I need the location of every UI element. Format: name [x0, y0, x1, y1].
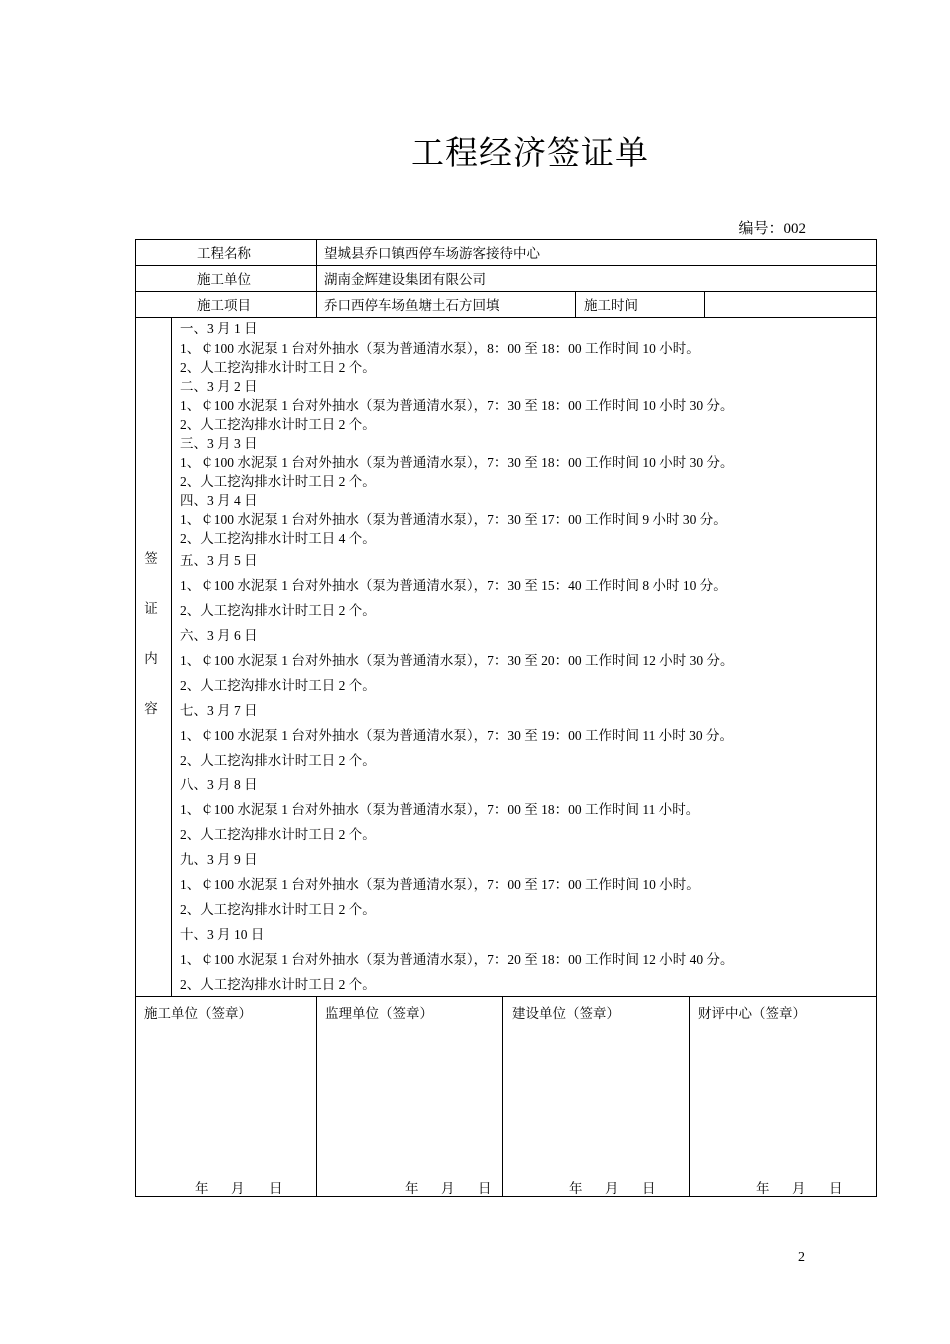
content-line: 2、人工挖沟排水计时工日 2 个。	[180, 753, 376, 768]
item-value: 乔口西停车场鱼塘土石方回填	[324, 298, 500, 313]
signature-date	[405, 1177, 492, 1197]
content-line: 1、￠100 水泥泵 1 台对外抽水（泵为普通清水泵），7：00 至 18：00 工作时间 11 小时。	[180, 802, 700, 817]
page-number: 2	[798, 1250, 805, 1265]
content-line: 1、￠100 水泥泵 1 台对外抽水（泵为普通清水泵），7：30 至 18：00 工作时间 10 小时 30 分。	[180, 455, 734, 470]
content-line: 2、人工挖沟排水计时工日 2 个。	[180, 827, 376, 842]
date-day: 日	[829, 1181, 843, 1196]
content-line: 2、人工挖沟排水计时工日 2 个。	[180, 417, 376, 432]
content-line: 三、3 月 3 日	[180, 436, 258, 451]
content-line: 1、￠100 水泥泵 1 台对外抽水（泵为普通清水泵），8：00 至 18：00 工作时间 10 小时。	[180, 341, 700, 356]
col-divider	[575, 291, 576, 317]
col-divider	[704, 291, 705, 317]
content-line: 2、人工挖沟排水计时工日 2 个。	[180, 603, 376, 618]
content-line: 七、3 月 7 日	[180, 703, 258, 718]
date-month: 月	[231, 1181, 245, 1196]
contractor-value: 湖南金辉建设集团有限公司	[324, 272, 486, 287]
content-line: 2、人工挖沟排水计时工日 2 个。	[180, 678, 376, 693]
date-day: 日	[642, 1181, 656, 1196]
content-label-char: 内	[144, 651, 158, 666]
row-divider	[135, 291, 877, 292]
col-divider	[171, 317, 172, 996]
signature-contractor-label: 施工单位（签章）	[144, 1006, 252, 1021]
content-line: 九、3 月 9 日	[180, 852, 258, 867]
content-line: 1、￠100 水泥泵 1 台对外抽水（泵为普通清水泵），7：30 至 18：00 工作时间 10 小时 30 分。	[180, 398, 734, 413]
date-month: 月	[605, 1181, 619, 1196]
signature-owner-label: 建设单位（签章）	[512, 1006, 620, 1021]
content-line: 1、￠100 水泥泵 1 台对外抽水（泵为普通清水泵），7：30 至 19：00 工作时间 11 小时 30 分。	[180, 728, 733, 743]
col-divider	[502, 996, 503, 1197]
row-divider	[135, 317, 877, 318]
content-line: 2、人工挖沟排水计时工日 2 个。	[180, 360, 376, 375]
date-month: 月	[441, 1181, 455, 1196]
signature-audit-label: 财评中心（签章）	[698, 1006, 806, 1021]
content-label-char: 签	[144, 551, 158, 566]
content-line: 1、￠100 水泥泵 1 台对外抽水（泵为普通清水泵），7：30 至 17：00 工作时间 9 小时 30 分。	[180, 512, 727, 527]
signature-supervisor-label: 监理单位（签章）	[325, 1006, 433, 1021]
content-line: 一、3 月 1 日	[180, 321, 258, 336]
content-line: 2、人工挖沟排水计时工日 2 个。	[180, 977, 376, 992]
contractor-label: 施工单位	[197, 272, 251, 287]
content-line: 1、￠100 水泥泵 1 台对外抽水（泵为普通清水泵），7：30 至 15：40 工作时间 8 小时 10 分。	[180, 578, 727, 593]
date-year: 年	[756, 1181, 770, 1196]
item-label: 施工项目	[197, 298, 251, 313]
col-divider	[316, 239, 317, 317]
date-day: 日	[478, 1181, 492, 1196]
date-year: 年	[569, 1181, 583, 1196]
content-line: 2、人工挖沟排水计时工日 2 个。	[180, 902, 376, 917]
col-divider	[316, 996, 317, 1197]
signature-date	[569, 1177, 656, 1197]
serial-number: 编号：002	[738, 221, 806, 237]
content-line: 1、￠100 水泥泵 1 台对外抽水（泵为普通清水泵），7：20 至 18：00 工作时间 12 小时 40 分。	[180, 952, 734, 967]
document-title: 工程经济签证单	[411, 136, 649, 172]
content-line: 八、3 月 8 日	[180, 777, 258, 792]
content-line: 六、3 月 6 日	[180, 628, 258, 643]
content-line: 2、人工挖沟排水计时工日 4 个。	[180, 531, 376, 546]
content-line: 1、￠100 水泥泵 1 台对外抽水（泵为普通清水泵），7：30 至 20：00 工作时间 12 小时 30 分。	[180, 653, 734, 668]
content-line: 二、3 月 2 日	[180, 379, 258, 394]
content-label-char: 证	[144, 601, 158, 616]
date-month: 月	[792, 1181, 806, 1196]
content-line: 四、3 月 4 日	[180, 493, 258, 508]
content-line: 十、3 月 10 日	[180, 927, 265, 942]
project-name-value: 望城县乔口镇西停车场游客接待中心	[324, 246, 540, 261]
signature-date	[756, 1177, 843, 1197]
time-label: 施工时间	[584, 298, 638, 313]
date-day: 日	[269, 1181, 283, 1196]
row-divider	[135, 265, 877, 266]
date-year: 年	[405, 1181, 419, 1196]
content-label-char: 容	[144, 701, 158, 716]
date-year: 年	[195, 1181, 209, 1196]
project-name-label: 工程名称	[197, 246, 251, 261]
content-line: 2、人工挖沟排水计时工日 2 个。	[180, 474, 376, 489]
col-divider	[689, 996, 690, 1197]
content-line: 1、￠100 水泥泵 1 台对外抽水（泵为普通清水泵），7：00 至 17：00 工作时间 10 小时。	[180, 877, 700, 892]
signature-date	[195, 1177, 283, 1197]
row-divider	[135, 996, 877, 997]
content-line: 五、3 月 5 日	[180, 553, 258, 568]
